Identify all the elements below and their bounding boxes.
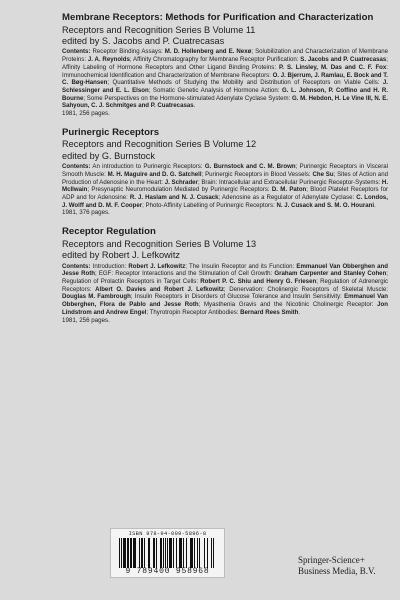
editor-line: edited by G. Burnstock xyxy=(62,150,155,161)
chapter-title: . xyxy=(193,102,196,110)
book-title: Membrane Receptors: Methods for Purification and Characterization xyxy=(62,12,374,23)
author-names: Jon Lindstrom and Andrew Engel xyxy=(62,301,388,316)
author-names: Emmanuel Van Obberghen and Jesse Roth xyxy=(62,262,388,278)
barcode-bar xyxy=(192,538,193,568)
chapter-title: ; Brain: Intracellular and Extracellular Purinergic Receptor-Systems: xyxy=(197,178,382,186)
series-line: Receptors and Recognition Series B Volume 12 xyxy=(62,139,257,150)
chapter-title: Receptor Binding Assays: xyxy=(92,48,165,56)
barcode-bar xyxy=(134,538,135,568)
author-names: Douglas M. Fambrough xyxy=(62,293,131,301)
chapter-title: ; Solubilization and Characterization of Membrane Proteins: xyxy=(62,48,388,64)
author-names: Robert P. C. Shiu and Henry G. Friesen xyxy=(200,278,317,286)
chapter-title: : Immunochemical Identification and Characterization of Membrane Receptors: xyxy=(62,63,388,79)
chapter-title: ; Somatic Genetic Analysis of Hormone Action: xyxy=(148,86,282,94)
author-names: J. A. Reynolds xyxy=(87,56,130,64)
barcode-bar xyxy=(149,538,150,568)
contents-paragraph xyxy=(62,48,388,110)
author-names: J. Schlessinger and E. L. Elson xyxy=(62,79,388,94)
author-names: S. Jacobs and P. Cuatrecasas xyxy=(300,56,387,64)
chapter-title: ; Photo-Affinity Labelling of Purinergic Receptors: xyxy=(142,201,277,209)
chapter-title: ; Insulin Receptors in Disorders of Glucose Tolerance and Insulin Sensitivity: xyxy=(130,293,345,301)
author-names: G. Burnstock and C. M. Brown xyxy=(204,163,296,171)
publisher-line-2: Business Media, B.V. xyxy=(298,565,376,576)
chapter-title: ; Quantitative Methods of Studying the Mobility and Distribution of Receptors on Viable Cells: xyxy=(107,79,383,87)
book-entry-1 xyxy=(62,12,388,118)
book-title: Purinergic Receptors xyxy=(62,126,160,138)
author-names: D. M. Paton xyxy=(271,186,307,194)
barcode-bar xyxy=(180,538,181,568)
barcode-bar xyxy=(123,538,124,568)
author-names: Emmanuel Van Obberghen, Flora de Pablo and Jesse Roth xyxy=(62,293,388,309)
chapter-title: ; Myasthenia Gravis and the Nicotinic Cholinergic Receptor: xyxy=(198,301,378,309)
barcode-bar xyxy=(183,538,184,568)
barcode-bar xyxy=(160,538,161,568)
publisher-line-1: Springer-Science+ xyxy=(298,555,365,565)
barcode-bar xyxy=(213,538,214,568)
barcode-bar xyxy=(191,538,192,568)
chapter-title: . xyxy=(298,308,301,316)
publication-meta: 1981, 256 pages. xyxy=(62,316,110,324)
barcode-bar xyxy=(121,538,122,568)
author-names: R. J. Haslam and N. J. Cusack xyxy=(129,194,219,202)
barcode-bar xyxy=(165,538,166,568)
barcode-bar xyxy=(179,538,180,568)
isbn-text: ISBN 978-94-009-5896-8 xyxy=(128,531,207,537)
barcode-bar xyxy=(128,538,129,568)
contents-paragraph xyxy=(62,163,388,209)
publication-meta: 1981, 256 pages. xyxy=(62,110,110,118)
barcode-bar xyxy=(142,538,143,568)
author-names: Bernard Rees Smith xyxy=(240,308,299,316)
barcode-bar xyxy=(154,538,155,568)
barcode-bar xyxy=(169,538,170,568)
barcode-bar xyxy=(190,538,191,568)
author-names: J. Schrader xyxy=(164,178,198,186)
publisher-imprint xyxy=(298,555,396,576)
series-line: Receptors and Recognition Series B Volume 11 xyxy=(62,24,256,35)
contents-label: Contents: xyxy=(62,262,91,270)
author-names: O. J. Bjerrum, J. Ramlau, E. Bock and T. C. Bøg-Hansen xyxy=(62,71,388,87)
barcode-bar xyxy=(197,538,198,568)
barcode-bar xyxy=(133,538,134,568)
barcode-bar xyxy=(127,538,128,568)
contents-label: Contents: xyxy=(62,48,91,56)
barcode-bar xyxy=(156,538,157,568)
barcode-bar xyxy=(139,538,140,568)
chapter-title: ; The Insulin Receptor and its Function: xyxy=(185,262,297,270)
chapter-title: ; Affinity Chromatography for Membrane Receptor Purification: xyxy=(129,56,301,64)
barcode-bar xyxy=(153,538,154,568)
barcode-bar xyxy=(181,538,182,568)
chapter-title: ; Purinergic Receptors in Blood Vessels: xyxy=(201,170,313,178)
contents-text xyxy=(62,263,388,316)
chapter-title: ; Affinity Labeling of Hormone Receptors and Other Ligand Binding Proteins: xyxy=(62,56,388,71)
barcode-bar xyxy=(199,538,200,568)
author-names: M. H. Maguire and D. G. Satchell xyxy=(107,170,202,178)
barcode-bar xyxy=(167,538,168,568)
barcode-bar xyxy=(186,538,187,568)
contents-text xyxy=(62,48,388,109)
chapter-title: ; Purinergic Receptors in Visceral Smooth Muscle: xyxy=(62,163,389,178)
author-names: P. S. Linsley, M. Das and C. F. Fox xyxy=(279,63,387,71)
book-list xyxy=(62,12,388,333)
barcode-label xyxy=(110,528,225,578)
chapter-title: ; Presynaptic Neuromodulation Mediated by Purinergic Receptors: xyxy=(87,186,272,194)
barcode-image xyxy=(119,538,214,568)
chapter-title: ; Regulation of Adrenergic Receptors: xyxy=(62,278,388,293)
author-names: N. J. Cusack and S. M. O. Hourani xyxy=(276,201,375,209)
book-entry-3 xyxy=(62,226,388,324)
barcode-bar xyxy=(173,538,174,568)
barcode-bar xyxy=(148,538,149,568)
barcode-bar xyxy=(124,538,125,568)
barcode-bar xyxy=(119,538,120,568)
chapter-title: ; Blood Platelet Receptors for ADP and for Adenosine: xyxy=(62,186,388,202)
barcode-bar xyxy=(130,538,131,568)
chapter-title: Introduction: xyxy=(92,262,129,270)
book-title: Receptor Regulation xyxy=(62,226,156,238)
barcode-bar xyxy=(171,538,172,568)
author-names: C. Londos, J. Wolff and D. M. F. Cooper xyxy=(62,194,388,209)
barcode-bar xyxy=(135,538,136,568)
chapter-title: . xyxy=(374,201,376,209)
barcode-bar xyxy=(176,538,177,568)
series-line: Receptors and Recognition Series B Volume 13 xyxy=(62,238,257,249)
editor-line: edited by Robert J. Lefkowitz xyxy=(62,250,180,261)
chapter-title: ; Some Perspectives on the Hormone-stimulated Adenylate Cyclase System: xyxy=(83,94,292,102)
chapter-title: ; EGF: Receptor Interactions and the Stimulation of Cell Growth: xyxy=(94,270,275,278)
barcode-digits: 9 789400 958968 xyxy=(125,567,210,576)
barcode-bar xyxy=(125,538,126,568)
chapter-title: An introduction to Purinergic Receptors: xyxy=(92,163,205,171)
chapter-title: ; Regulation of Prolactin Receptors in Target Cells: xyxy=(62,270,388,286)
barcode-bar xyxy=(141,538,142,568)
barcode-bar xyxy=(144,538,145,568)
barcode-bar xyxy=(211,538,212,568)
author-names: Albert O. Davies and Robert J. Lefkowitz xyxy=(95,285,224,293)
barcode-bar xyxy=(131,538,132,568)
author-names: Robert J. Lefkowitz xyxy=(128,262,186,270)
publication-meta: 1981, 376 pages. xyxy=(62,209,110,217)
barcode-bar xyxy=(207,538,208,568)
barcode-bar xyxy=(194,538,195,568)
author-names: H. McIlwain xyxy=(62,178,389,194)
chapter-title: ; Denervation: Cholinergic Receptors of Skeletal Muscle: xyxy=(223,285,388,293)
chapter-title: ; Sites of Action and Production of Adenosine in the Heart: xyxy=(62,170,388,186)
contents-paragraph xyxy=(62,263,388,317)
contents-text xyxy=(62,163,388,209)
barcode-bar xyxy=(161,538,162,568)
barcode-bar xyxy=(170,538,171,568)
book-entry-2 xyxy=(62,127,388,217)
editor-line: edited by S. Jacobs and P. Cuatrecasas xyxy=(62,36,225,46)
contents-label: Contents: xyxy=(62,163,91,171)
author-names: Che Su xyxy=(312,170,334,178)
author-names: M. D. Hollenberg and E. Nexø xyxy=(164,48,252,56)
barcode-bar xyxy=(204,538,205,568)
chapter-title: ; Thyrotropin Receptor Antibodies: xyxy=(146,308,241,316)
author-names: Graham Carpenter and Stanley Cohen xyxy=(274,270,387,278)
barcode-bar xyxy=(163,538,164,568)
author-names: G. L. Johnson, P. Coffino and H. R. Bourne xyxy=(62,86,388,102)
chapter-title: ; Adenosine as a Regulator of Adenylate Cyclase: xyxy=(218,194,357,202)
author-names: G. M. Hebdon, H. Le Vine III, N. E. Sahyoun, C. J. Schmitges and P. Cuatrecasas xyxy=(62,94,388,110)
